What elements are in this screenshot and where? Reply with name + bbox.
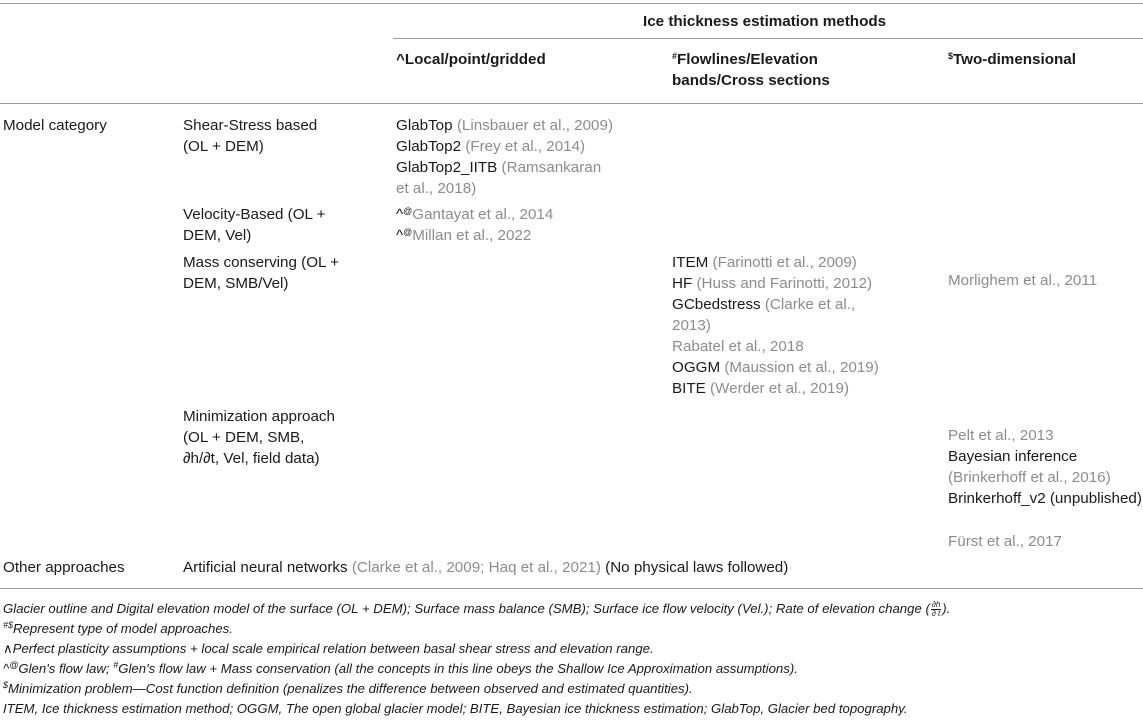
- method-glabtop2: GlabTop2: [396, 138, 462, 155]
- citation: Gantayat et al., 2014: [412, 206, 554, 223]
- method-bite: BITE: [672, 380, 706, 397]
- group-header-rule: [393, 38, 1143, 39]
- method-brinkerhoff-v2: Brinkerhoff_v2 (unpublished): [948, 490, 1142, 507]
- furst-citation: Fürst et al., 2017: [948, 533, 1062, 550]
- column-header-local: ^Local/point/gridded: [396, 51, 546, 68]
- method-item: ITEM: [672, 254, 709, 271]
- citation: (Clarke et al., 2009;: [351, 559, 485, 576]
- header-bottom-rule: [0, 103, 1143, 104]
- method-glabtop2-iitb: GlabTop2_IITB: [396, 159, 498, 176]
- row-label-shear-stress: Shear-Stress based (OL + DEM): [183, 117, 318, 155]
- row-label-velocity-based: Velocity-Based (OL + DEM, Vel): [183, 206, 326, 244]
- citation: (Linsbauer et al., 2009): [456, 117, 614, 134]
- footnote-glen-flow: ^@Glen's flow law; #Glen's flow law + Mass conservation (all the concepts in this line obeys the Shallow Ice Approximation assumptions).: [3, 660, 798, 676]
- method-hf: HF: [672, 275, 693, 292]
- method-ann: Artificial neural networks: [183, 559, 348, 576]
- citation: (Ramsankaran: [501, 159, 602, 176]
- row-label-model-category: Model category: [3, 117, 107, 134]
- table-top-rule: [0, 3, 1143, 4]
- citation: (Brinkerhoff et al., 2016): [948, 469, 1111, 486]
- row-label-minimization: Minimization approach (OL + DEM, SMB, ∂h/∂t, Vel, field data): [183, 408, 335, 467]
- citation: (Frey et al., 2014): [465, 138, 586, 155]
- shear-local-methods: [396, 115, 613, 199]
- citation: Millan et al., 2022: [412, 227, 532, 244]
- minimization-two-d-methods: [948, 425, 1142, 509]
- method-glabtop: GlabTop: [396, 117, 453, 134]
- column-mark: ^: [396, 51, 405, 68]
- citation: (Huss and Farinotti, 2012): [696, 275, 873, 292]
- citation: (Clarke et al.,: [764, 296, 856, 313]
- citation: Haq et al., 2021): [488, 559, 601, 576]
- row-label-mass-conserving: Mass conserving (OL + DEM, SMB/Vel): [183, 254, 340, 292]
- column-header-flowlines: #Flowlines/Elevation bands/Cross sections: [672, 51, 830, 89]
- velocity-local-methods: [396, 204, 553, 246]
- footnote-model-approaches: #$Represent type of model approaches.: [3, 620, 233, 636]
- column-mark: #: [672, 51, 678, 61]
- row-label-other-approaches: Other approaches: [3, 559, 125, 576]
- table-bottom-rule: [0, 588, 1143, 589]
- citation: (Maussion et al., 2019): [724, 359, 879, 376]
- footnote-acronyms: ITEM, Ice thickness estimation method; OGGM, The open global glacier model; BITE, Bayesian ice thickness estimation; GlabTop, Glacier bed topography.: [3, 701, 908, 716]
- group-header-title: Ice thickness estimation methods: [643, 13, 887, 30]
- footnote-plasticity: ∧Perfect plasticity assumptions + local scale empirical relation between basal shear stress and elevation range.: [3, 641, 654, 656]
- method-oggm: OGGM: [672, 359, 721, 376]
- column-mark: $: [948, 51, 954, 61]
- citation: Rabatel et al., 2018: [672, 338, 804, 355]
- citation: Pelt et al., 2013: [948, 427, 1054, 444]
- citation: et al., 2018): [396, 180, 477, 197]
- footnote-abbreviations: Glacier outline and Digital elevation model of the surface (OL + DEM); Surface mass balance (SMB); Surface ice flow velocity (Vel.); Rate of elevation change ( $\frac{\partial h}{\partial t}$ ).: [3, 600, 951, 619]
- method-mark: ^@: [396, 227, 413, 244]
- method-bayesian-inference: Bayesian inference: [948, 448, 1078, 465]
- method-mark: ^@: [396, 206, 413, 223]
- citation: 2013): [672, 317, 711, 334]
- ann-row-content: Artificial neural networks (Clarke et al., 2009; Haq et al., 2021) (No physical laws followed): [183, 559, 789, 576]
- citation: (Werder et al., 2019): [710, 380, 850, 397]
- column-header-two-dimensional: $Two-dimensional: [948, 51, 1076, 68]
- method-gcbedstress: GCbedstress: [672, 296, 761, 313]
- mass-flowline-methods: [672, 252, 879, 399]
- footnote-minimization: $Minimization problem—Cost function definition (penalizes the difference between observed and estimated quantities).: [3, 680, 693, 696]
- citation: (Farinotti et al., 2009): [712, 254, 857, 271]
- mass-two-d-citation: Morlighem et al., 2011: [948, 272, 1098, 289]
- fraction-dh-dt: $\frac{\partial h}{\partial t}$: [931, 600, 941, 619]
